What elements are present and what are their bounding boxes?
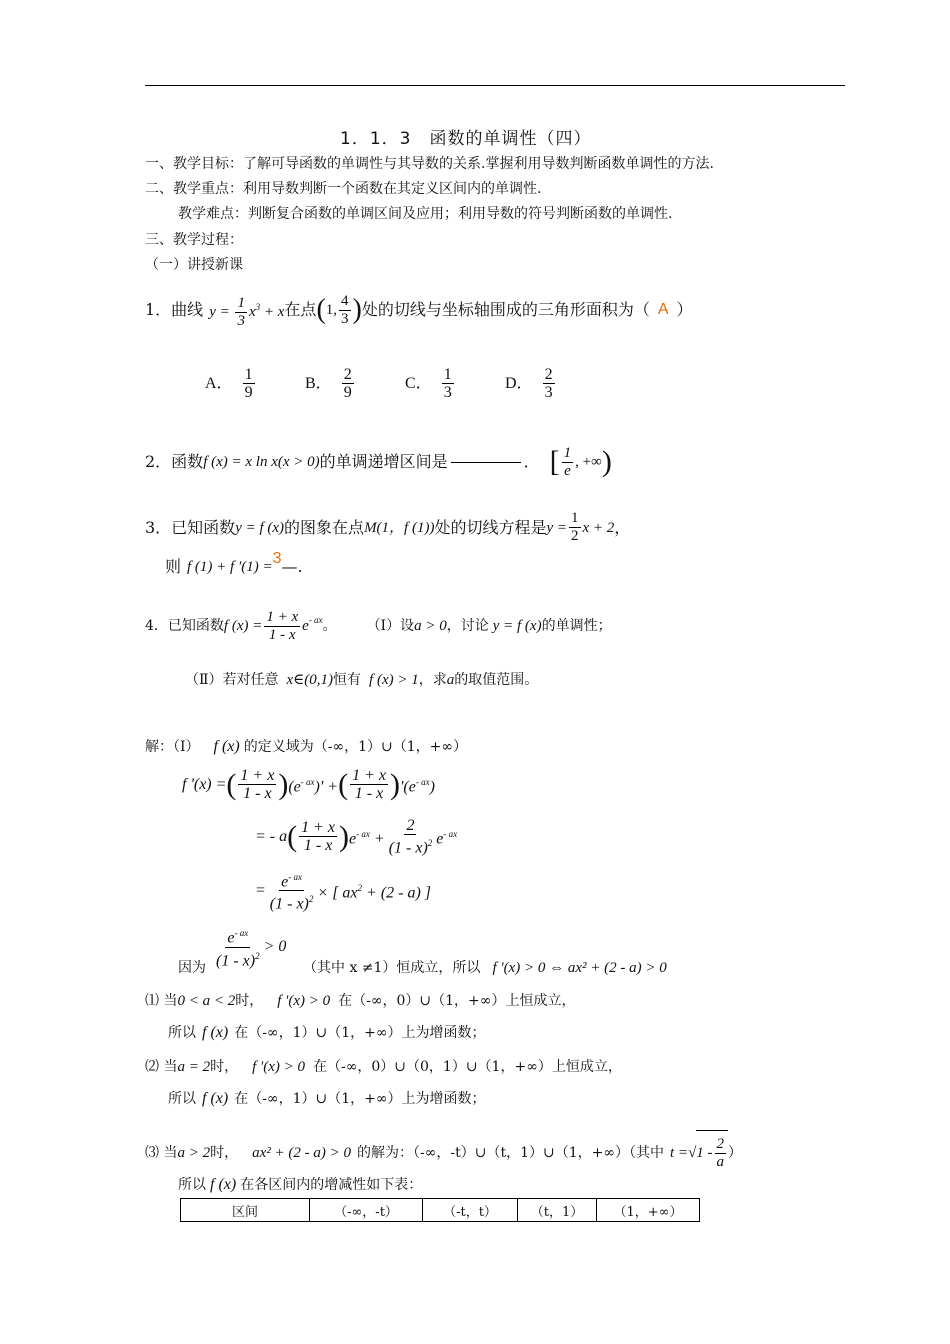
q3-then: 则 [165, 557, 182, 576]
because-iff: f '(x) > 0 ⇔ ax² + (2 - a) > 0 [492, 960, 667, 976]
q4-part1: （Ⅰ）设 [366, 618, 415, 634]
q3-mid2: 处的切线方程是 [434, 517, 547, 537]
process-heading: 三、教学过程： [145, 232, 243, 248]
difficulty: 教学难点：判断复合函数的单调区间及应用；利用导数的符号判断函数的单调性. [178, 206, 673, 222]
q1-option-c: C． $\frac{1}{3}$ [405, 366, 452, 401]
derivative-line-3: = $\frac{e^{- ax}}{(1 - x)^2}$ × [ $ax^2 + (2 - a)$ ] [255, 866, 431, 915]
q1-option-d: D． $\frac{2}{3}$ [505, 366, 553, 401]
q4-ineq: f (x) > 1 [369, 672, 419, 688]
q4-a: a [446, 672, 455, 688]
q1-lead: 1．曲线 [145, 300, 204, 320]
derivative-line-2: = - a ( $\frac{1 + x}{1 - x}$ ) $e^{- ax}$ + $\frac{2}{(1 - x)^2}$ $e^{- ax}$ [255, 812, 457, 861]
q4-a-pos: a > 0 [414, 618, 447, 634]
question-1: 1．曲线 y = $\frac{1}{3}$ $x^3 + x$ 在点 ( 1, $\frac{4}{3}$ ) 处的切线与坐标轴围成的三角形面积为（ A ） [145, 290, 693, 330]
table-header-cell: （-∞，-t） [310, 1199, 423, 1222]
case-3: ⑶ 当 a > 2 时， ax² + (2 - a) > 0 的解为：（-∞，-t）∪（t，1）∪（1，+∞）（其中 t = √ 1 - $\frac{2}{a}$ ） [145, 1130, 742, 1175]
q4-part2 [185, 668, 538, 692]
q3-func: y = f (x) [235, 519, 285, 536]
q4-domain: x∈(0,1) [286, 672, 334, 688]
case-2: ⑵ 当 a = 2 时， f '(x) > 0 在（-∞，0）∪（0，1）∪（1，+∞）上恒成立， [145, 1059, 622, 1075]
q2-answer: $\frac{1}{e}$ , +∞ [563, 445, 602, 480]
q1-mid: 在点 [284, 300, 317, 320]
header-rule [145, 85, 845, 86]
because-line [303, 958, 667, 978]
q1-close: ） [676, 300, 693, 320]
q1-options [205, 366, 605, 401]
case-3-result: 所以 f (x) 在各区间内的增减性如下表： [178, 1176, 423, 1193]
solution-fx: f (x) [213, 738, 240, 755]
table-header-cell: （-t，t） [423, 1199, 518, 1222]
derivative-line2-lhs: = - a [255, 827, 288, 845]
because-fraction: $\frac{e^{- ax}}{(1 - x)^2}$ > 0 [212, 925, 286, 969]
q2-func: f (x) = x ln x(x > 0) [203, 454, 320, 470]
because-where: （其中 x ≠1）恒成立，所以 [303, 960, 481, 976]
table-header-cell: （1，+∞） [597, 1199, 700, 1222]
case-2-result: 所以 f (x) 在（-∞，1）∪（1，+∞）上为增函数； [168, 1090, 486, 1107]
question-2: 2．函数 f (x) = x ln x(x > 0) 的单调递增区间是 ． [ $\frac{1}{e}$ , +∞ ) [145, 440, 612, 484]
q4-func-frac: $\frac{1 + x}{1 - x}$ [266, 608, 299, 643]
q4-part2-lead: （Ⅱ）若对任意 [185, 672, 279, 688]
q1-option-b: B． $\frac{2}{9}$ [305, 366, 352, 401]
q2-blank [451, 462, 521, 463]
key-point: 二、教学重点：利用导数判断一个函数在其定义区间内的单调性. [145, 181, 542, 197]
table-header-cell: （t，1） [518, 1199, 597, 1222]
table-header-interval: 区间 [181, 1199, 310, 1222]
q3-expr: f (1) + f ′(1) = [187, 559, 273, 575]
q1-option-a: A． $\frac{1}{9}$ [205, 366, 253, 401]
q3-eq-frac: $\frac{1}{2}$ [571, 510, 579, 544]
q3-mid1: 的图象在点 [284, 517, 365, 537]
q4-mono: 的单调性； [541, 618, 612, 634]
sqrt-expression: √ 1 - $\frac{2}{a}$ [688, 1130, 728, 1175]
page-title: 1．1．3 函数的单调性（四） [340, 129, 592, 149]
monotonicity-table [180, 1198, 700, 1222]
q1-answer: A [657, 301, 669, 319]
q3-eq-lhs: y = [546, 519, 568, 536]
q4-lead: 4．已知函数 [145, 618, 224, 634]
q3-answer: 3 [272, 550, 282, 567]
q3-end: —. [281, 557, 303, 576]
q4-func-e: e [302, 618, 309, 634]
table-row [181, 1199, 700, 1222]
case-1: ⑴ 当 0 < a < 2 时， f '(x) > 0 在（-∞，0）∪（1，+∞）上恒成立， [145, 993, 576, 1009]
q2-period: ． [523, 452, 540, 471]
q4-range: 的取值范围。 [454, 672, 539, 688]
q3-point: M(1，f (1)) [364, 519, 435, 536]
q1-curve-frac: $\frac{1}{3}$ [237, 295, 245, 330]
because-label: 因为 [178, 960, 206, 976]
q4-always: 恒有 [333, 672, 362, 688]
question-3 [145, 510, 630, 545]
because-gt0: > 0 [263, 938, 287, 955]
q2-tail: 的单调递增区间是 [319, 452, 448, 471]
q3-lead: 3．已知函数 [145, 517, 236, 537]
derivative-line-1: f '(x) = ( $\frac{1 + x}{1 - x}$ ) $(e^{- ax})'$ + ( $\frac{1 + x}{1 - x}$ ) '$(e^{- ax})$ [182, 760, 435, 809]
solution-part1: 解：（I） [145, 739, 200, 755]
q2-lead: 2．函数 [145, 452, 204, 471]
section-heading: （一）讲授新课 [145, 257, 243, 273]
question-4 [145, 606, 612, 646]
q4-end1: 。 [322, 618, 337, 634]
q1-point: 1, $\frac{4}{3}$ [325, 292, 349, 327]
solution-domain: 的定义域为（-∞，1）∪（1，+∞） [243, 739, 468, 755]
q3-comma: ， [614, 517, 631, 537]
q4-discuss: ，讨论 [446, 618, 489, 634]
q3-line2 [165, 550, 303, 579]
derivative-line3-lhs: = [255, 881, 266, 899]
q4-func-lhs: f (x) = [223, 618, 263, 634]
derivative-lhs: f '(x) = [182, 775, 227, 793]
q1-curve: y = $\frac{1}{3}$ $x^3 + x$ [209, 295, 285, 330]
q4-y-f: y = f (x) [492, 618, 542, 634]
q1-tail: 处的切线与坐标轴围成的三角形面积为（ [361, 300, 650, 320]
case-1-result: 所以 f (x) 在（-∞，1）∪（1，+∞）上为增函数； [168, 1024, 486, 1041]
teaching-objective: 一、教学目标：了解可导函数的单调性与其导数的关系.掌握利用导数判断函数单调性的方法. [145, 156, 714, 172]
q4-func-exp: - ax [308, 615, 323, 625]
solution-lead [145, 735, 467, 759]
q4-find: ，求 [418, 672, 447, 688]
q3-eq-tail: x + 2 [582, 519, 615, 536]
